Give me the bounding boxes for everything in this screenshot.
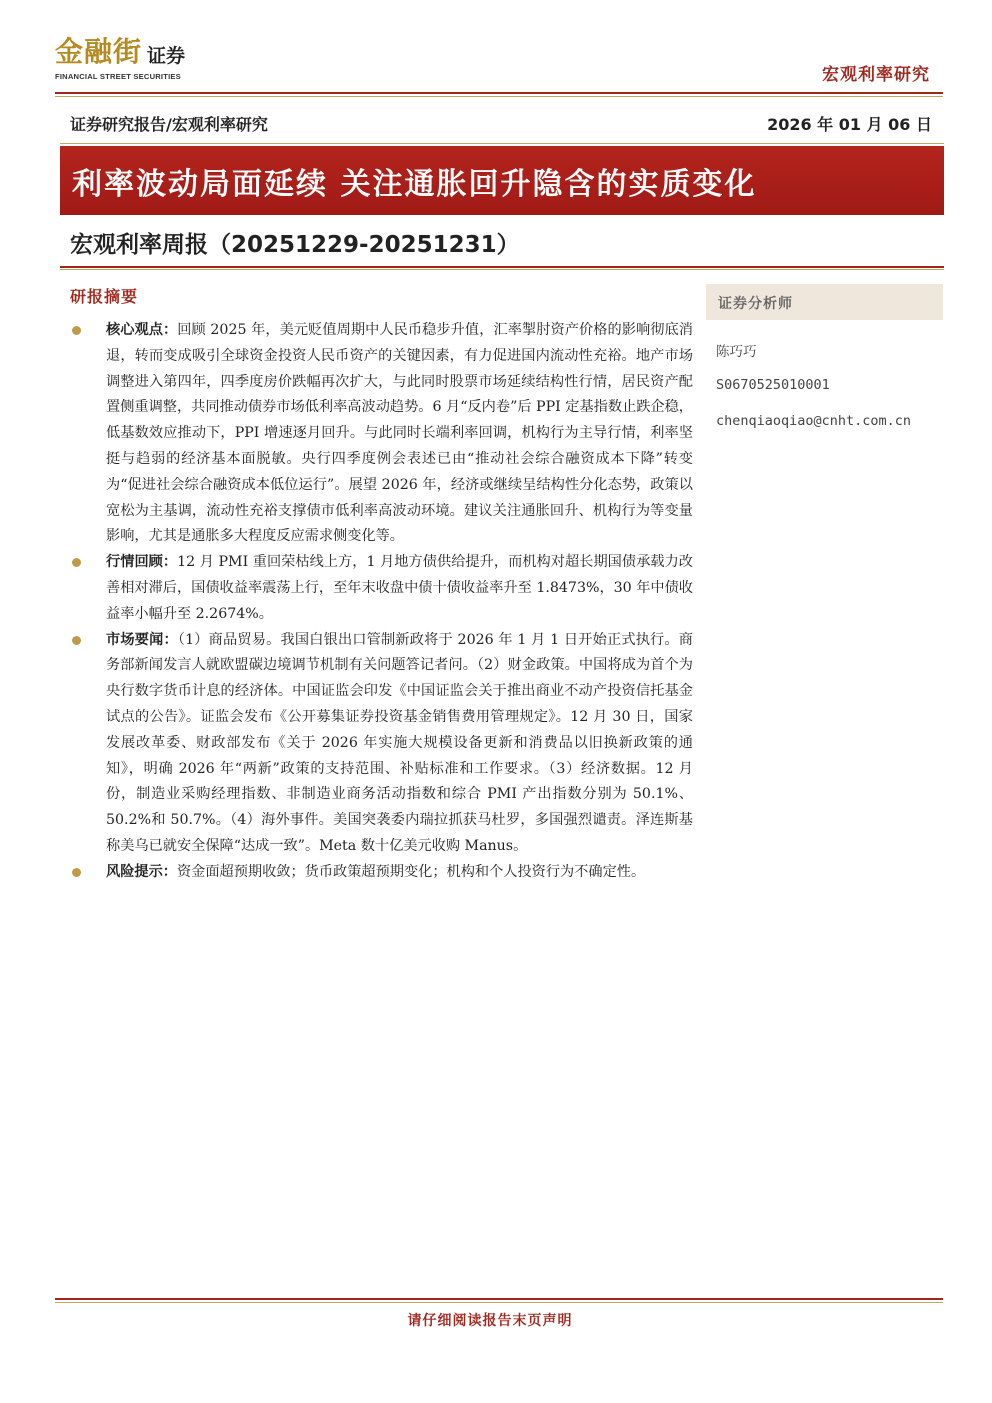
- subtitle-divider: [60, 266, 944, 268]
- bullet-icon: [72, 326, 81, 335]
- report-title: 利率波动局面延续 关注通胀回升隐含的实质变化: [72, 167, 757, 202]
- paragraph-title: 核心观点：: [106, 322, 178, 338]
- logo-english-text: FINANCIAL STREET SECURITIES: [55, 72, 181, 81]
- bullet-icon: [72, 636, 81, 645]
- company-logo: [55, 36, 215, 86]
- header-section-title: 宏观利率研究: [822, 65, 930, 85]
- analyst-license: S0670525010001: [716, 377, 830, 393]
- header-divider-gold: [55, 96, 943, 97]
- report-date: 2026 年 01 月 06 日: [767, 115, 932, 134]
- analyst-email[interactable]: chenqiaoqiao@cnht.com.cn: [716, 413, 912, 429]
- analyst-header-box: [706, 284, 943, 320]
- abstract-body: [70, 318, 693, 886]
- title-banner: [60, 146, 944, 215]
- logo-main-text: 金融街: [55, 35, 143, 68]
- paragraph-core-view: [70, 318, 693, 550]
- paragraph-text: 回顾 2025 年，美元贬值周期中人民币稳步升值，汇率掣肘资产价格的影响彻底消退，转而变成吸引全球资金投资人民币资产的关键因素，有力促进国内流动性充裕。地产市场调整进入第四年，四季度房价跌幅再次扩大，与此同时股票市场延续结构性行情，居民资产配置侧重调整，共同推动债券市场低利率高波动趋势。6 月“反内卷”后 PPI 定基指数止跌企稳，低基数效应推动下，PPI 增速逐月回升。与此同时长端利率回调，机构行为主导行情，利率坚挺与趋弱的经济基本面脱敏。央行四季度例会表述已由“推动社会综合融资成本下降”转变为“促进社会综合融资成本低位运行”。展望 2026 年，经济或继续呈结构性分化态势，政策以宽松为主基调，流动性充裕支撑债市低利率高波动环境。建议关注通胀回升、机构行为等变量影响，尤其是通胀多大程度反应需求侧变化等。: [106, 322, 693, 545]
- paragraph-title: 行情回顾：: [106, 554, 178, 571]
- paragraph-risk-warning: [70, 860, 693, 886]
- paragraph-market-news: [70, 628, 693, 860]
- meta-divider: [60, 143, 944, 144]
- paragraph-title: 风险提示：: [106, 863, 177, 880]
- analyst-name: 陈巧巧: [716, 344, 757, 360]
- paragraph-text: （1）商品贸易。我国白银出口管制新政将于 2026 年 1 月 1 日开始正式执行。商务部新闻发言人就欧盟碳边境调节机制有关问题答记者问。（2）财金政策。中国将成为首个为央行数字货币计息的经济体。中国证监会印发《中国证监会关于推出商业不动产投资信托基金试点的公告》。证监会发布《公开募集证券投资基金销售费用管理规定》。12 月 30 日，国家发展改革委、财政部发布《关于 2026 年实施大规模设备更新和消费品以旧换新政策的通知》，明确 2026 年“两新”政策的支持范围、补贴标准和工作要求。（3）经济数据。12 月份，制造业采购经理指数、非制造业商务活动指数和综合 PMI 产出指数分别为 50.1%、50.2%和 50.7%。（4）海外事件。美国突袭委内瑞拉抓获马杜罗，多国强烈谴责。泽连斯基称美乌已就安全保障“达成一致”。Meta 数十亿美元收购 Manus。: [106, 631, 693, 854]
- subtitle-divider-gold: [60, 269, 944, 270]
- analyst-label: 证券分析师: [718, 296, 793, 312]
- paragraph-text: 12 月 PMI 重回荣枯线上方，1 月地方债供给提升，而机构对超长期国债承载力改善相对滞后，国债收益率震荡上行，至年末收盘中债十债收益率升至 1.8473%，30 年中债收益率小幅升至 2.2674%。: [106, 554, 693, 622]
- logo-suffix-text: 证券: [147, 45, 186, 67]
- report-category: 证券研究报告/宏观利率研究: [70, 115, 268, 134]
- footer-disclaimer: 请仔细阅读报告末页声明: [407, 1313, 573, 1329]
- footer-divider-gold: [55, 1302, 943, 1303]
- report-subtitle: 宏观利率周报（20251229-20251231）: [70, 232, 520, 258]
- bullet-icon: [72, 558, 81, 567]
- paragraph-market-review: [70, 550, 693, 627]
- paragraph-title: 市场要闻：: [106, 631, 178, 648]
- bullet-icon: [72, 868, 81, 877]
- paragraph-text: 资金面超预期收敛；货币政策超预期变化；机构和个人投资行为不确定性。: [176, 863, 646, 880]
- footer-divider: [55, 1298, 943, 1300]
- header-divider: [55, 92, 943, 94]
- abstract-heading: 研报摘要: [70, 287, 139, 306]
